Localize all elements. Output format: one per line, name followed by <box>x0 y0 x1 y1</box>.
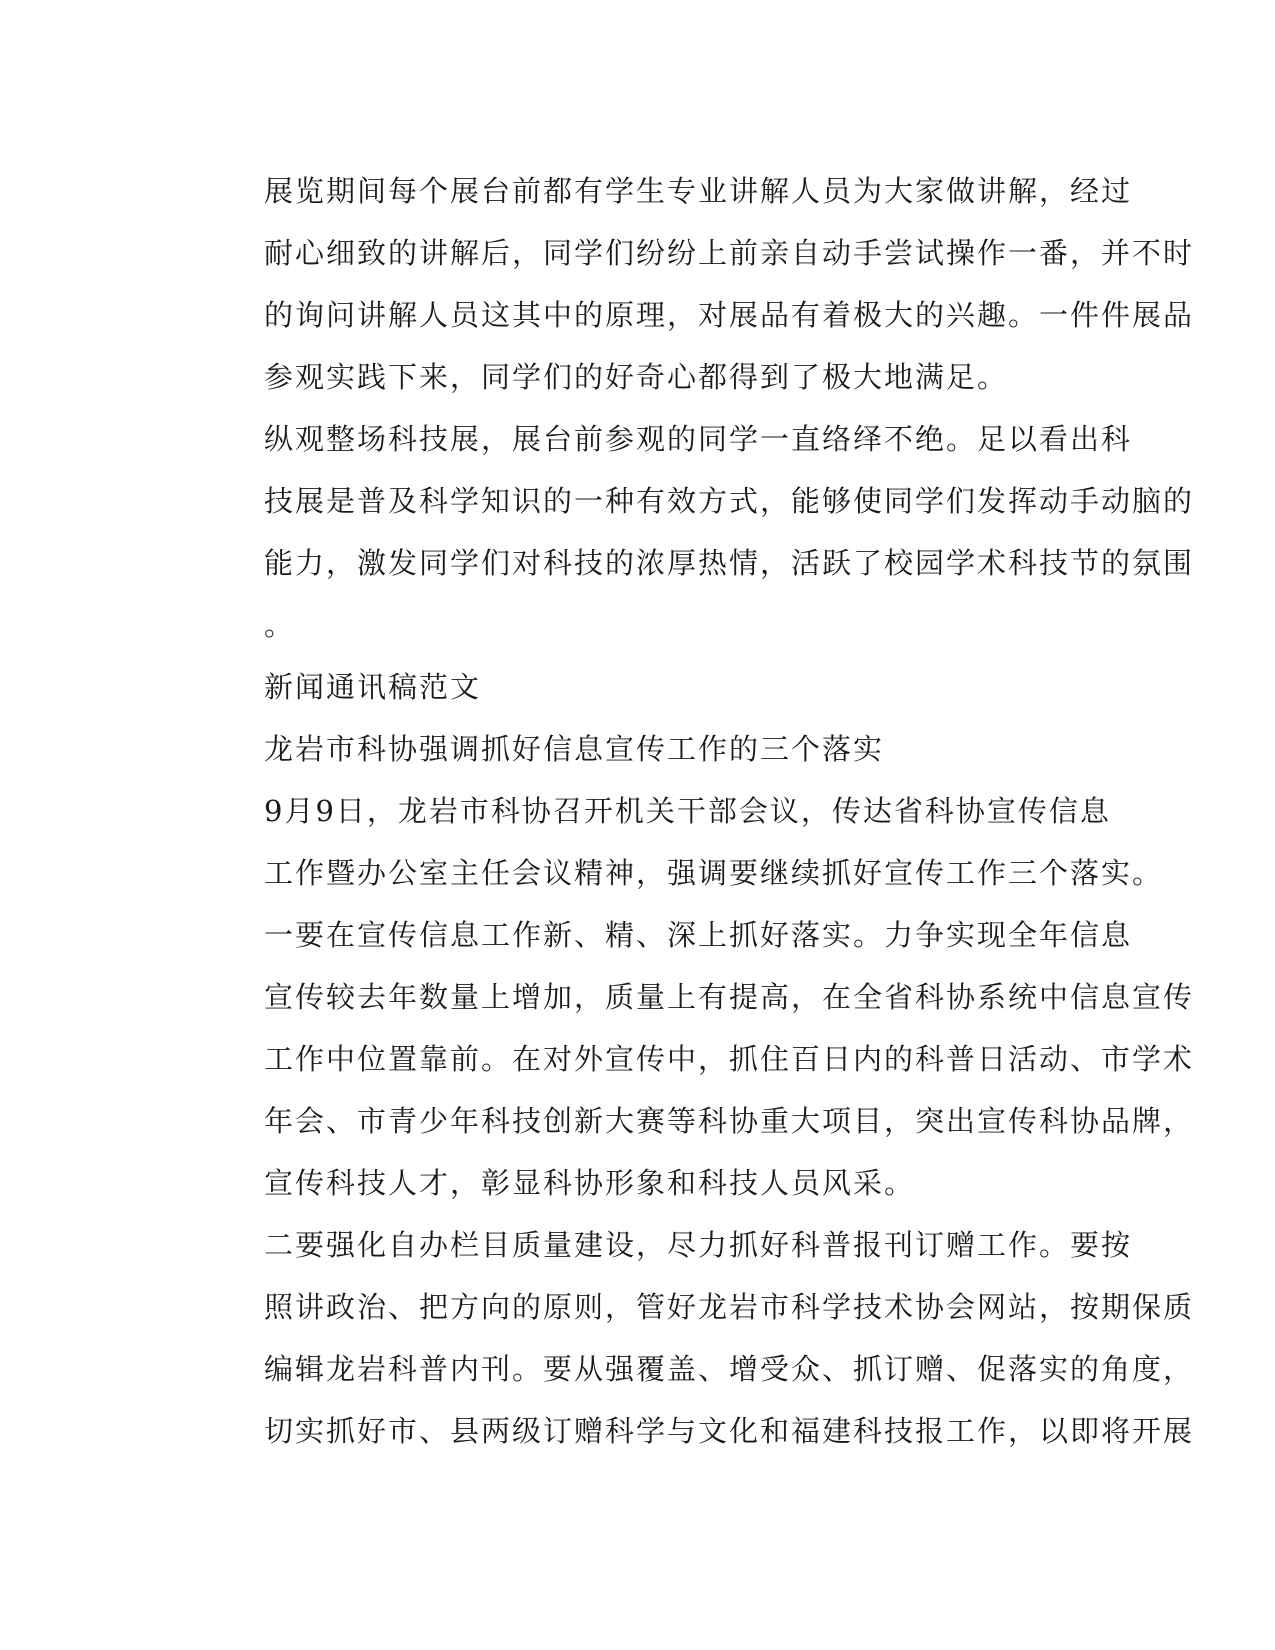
paragraph-point-two <box>190 1214 1195 1462</box>
text-line: 龙岩市科协强调抓好信息宣传工作的三个落实 <box>264 732 885 766</box>
text-line: 9月9日，龙岩市科协召开机关干部会议，传达省科协宣传信息 <box>264 794 1111 828</box>
text-line: 宣传较去年数量上增加，质量上有提高，在全省科协系统中信息宣传 <box>264 980 1195 1014</box>
text-line: 年会、市青少年科技创新大赛等科协重大项目，突出宣传科协品牌， <box>264 1104 1195 1138</box>
paragraph-exhibition-guides <box>190 160 1195 408</box>
text-line: 耐心细致的讲解后，同学们纷纷上前亲自动手尝试操作一番，并不时 <box>264 236 1195 270</box>
text-line: 展览期间每个展台前都有学生专业讲解人员为大家做讲解，经过 <box>264 174 1133 208</box>
paragraph-meeting-intro <box>190 780 1164 904</box>
text-line: 工作暨办公室主任会议精神，强调要继续抓好宣传工作三个落实。 <box>264 856 1164 890</box>
document-body <box>190 160 1195 1462</box>
section-heading <box>190 656 1080 718</box>
paragraph-exhibition-summary <box>190 408 1195 656</box>
paragraph-point-one <box>190 904 1195 1214</box>
text-line: 能力，激发同学们对科技的浓厚热情，活跃了校园学术科技节的氛围 <box>264 546 1195 580</box>
text-line: 纵观整场科技展，展台前参观的同学一直络绎不绝。足以看出科 <box>264 422 1133 456</box>
text-line: 。 <box>264 608 296 642</box>
text-line: 编辑龙岩科普内刊。要从强覆盖、增受众、抓订赠、促落实的角度， <box>264 1352 1195 1386</box>
text-line: 工作中位置靠前。在对外宣传中，抓住百日内的科普日活动、市学术 <box>264 1042 1195 1076</box>
text-line: 照讲政治、把方向的原则，管好龙岩市科学技术协会网站，按期保质 <box>264 1290 1195 1324</box>
text-line: 宣传科技人才，彰显科协形象和科技人员风采。 <box>264 1166 916 1200</box>
text-line: 一要在宣传信息工作新、精、深上抓好落实。力争实现全年信息 <box>264 918 1133 952</box>
text-line: 技展是普及科学知识的一种有效方式，能够使同学们发挥动手动脑的 <box>264 484 1195 518</box>
text-line: 的询问讲解人员这其中的原理，对展品有着极大的兴趣。一件件展品 <box>264 298 1195 332</box>
text-line: 参观实践下来，同学们的好奇心都得到了极大地满足。 <box>264 360 1009 394</box>
text-line: 切实抓好市、县两级订赠科学与文化和福建科技报工作，以即将开展 <box>264 1414 1195 1448</box>
text-line: 二要强化自办栏目质量建设，尽力抓好科普报刊订赠工作。要按 <box>264 1228 1133 1262</box>
article-title <box>190 718 1080 780</box>
text-line: 新闻通讯稿范文 <box>264 670 482 704</box>
